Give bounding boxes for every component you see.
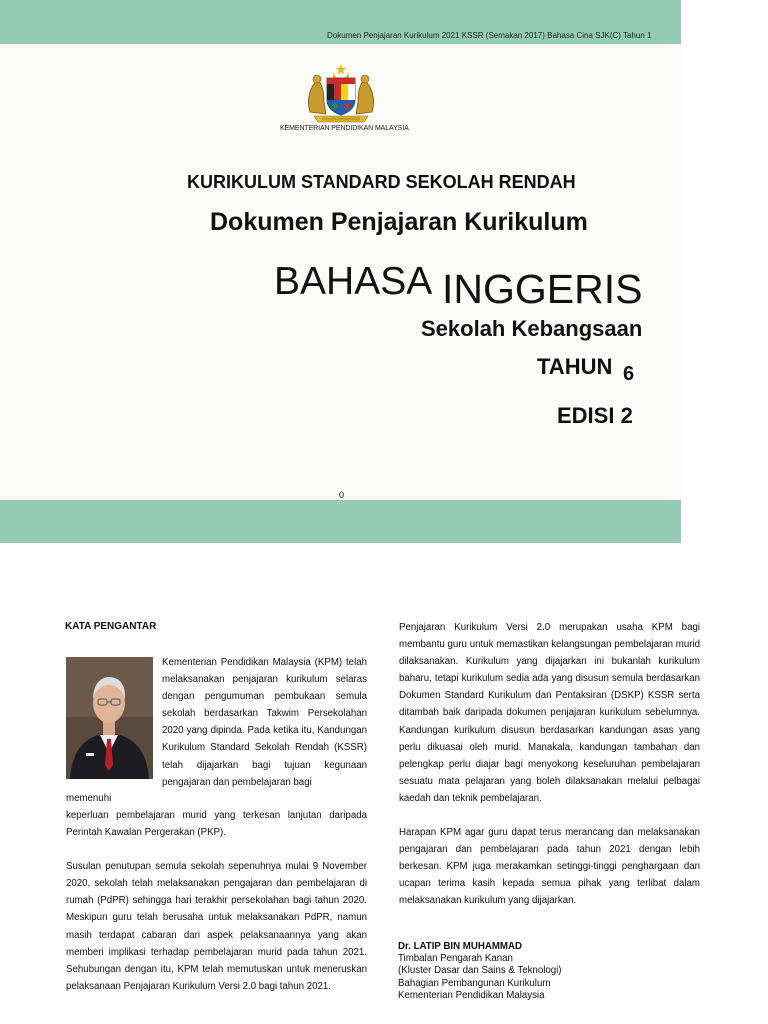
official-portrait xyxy=(66,657,153,779)
year-number: 6 xyxy=(623,363,635,385)
signatory-cluster: (Kluster Dasar dan Sains & Teknologi) xyxy=(398,965,562,977)
signatory-ministry: Kementerian Pendidikan Malaysia xyxy=(398,989,545,1001)
subject-word-1: BAHASA xyxy=(274,260,433,303)
signatory-position: Timbalan Pengarah Kanan xyxy=(398,953,513,965)
foreword-right-para1: Penjajaran Kurikulum Versi 2.0 merupakan usaha KPM bagi membantu guru untuk memastikan kelangsungan pembelajaran murid dilaksanakan. Kurikulum yang dijajarkan ini bukanlah kurikulum baharu, tetapi kurikulum sedia ada yang disusun semula berdasarkan Dokumen Standard Kurikulum dan Pentaksiran (DSKP) KSSR serta ditambah baik daripada dokumen penjajaran kurikulum sebelumnya. Kandungan kurikulum disusun berdasarkan kandungan asas yang perlu dikuasai oleh murid. Manakala, kandungan tambahan dan pelengkap perlu diajar bagi menyokong keseluruhan pembelajaran sesuatu mata pelajaran yang boleh dilaksanakan melalui pelbagai kaedah dan teknik pembelajaran. xyxy=(399,622,700,804)
subject-word-2: INGGERIS xyxy=(442,266,643,312)
foreword-right-para2: Harapan KPM agar guru dapat terus merancang dan melaksanakan pengajaran dan pembelajaran pada tahun 2021 dengan lebih berkesan. KPM juga merakamkan setinggi-tinggi penghargaan dan ucapan terima kasih kepada semua pihak yang terlibat dalam melaksanakan kurikulum yang dijajarkan. xyxy=(399,827,700,907)
foreword-left-para2: Susulan penutupan semula sekolah sepenuhnya mulai 9 November 2020, sekolah telah melaksanakan pengajaran dan pembelajaran di rumah (PdPR) sehingga hari terakhir persekolahan bagi tahun 2020. Meskipun guru telah berusaha untuk melaksanakan PdPR, namun masih terdapat cabaran dari aspek pelaksanaannya yang akan memberi implikasi terhadap pembelajaran murid pada tahun 2021. Sehubungan dengan itu, KPM telah memutuskan untuk meneruskan pelaksanaan Penjajaran Kurikulum Versi 2.0 bagi tahun 2021. xyxy=(66,861,367,992)
school-type: Sekolah Kebangsaan xyxy=(421,316,643,341)
bottom-band xyxy=(0,500,681,543)
foreword-left-para1-end: keperluan pembelajaran murid yang terkesan lanjutan daripada Perintah Kawalan Pergerakan (PKP). xyxy=(66,810,367,839)
document-title: Dokumen Penjajaran Kurikulum xyxy=(210,208,588,236)
year-label: TAHUN xyxy=(537,354,613,379)
ministry-label: KEMENTERIAN PENDIDIKAN MALAYSIA xyxy=(280,125,409,132)
page-number: 0 xyxy=(339,490,345,500)
signature-block xyxy=(398,941,562,1002)
cover-page xyxy=(0,0,681,543)
kssr-title: KURIKULUM STANDARD SEKOLAH RENDAH xyxy=(187,172,576,192)
foreword-left-line: memenuhi xyxy=(66,793,112,804)
malaysia-coat-of-arms-icon xyxy=(304,62,378,124)
running-header: Dokumen Penjajaran Kurikulum 2021 KSSR (Semakan 2017) Bahasa Cina SJK(C) Tahun 1 xyxy=(327,31,652,40)
foreword-title: KATA PENGANTAR xyxy=(65,621,157,632)
signatory-division: Bahagian Pembangunan Kurikulum xyxy=(398,977,551,989)
foreword-right-column xyxy=(399,619,700,910)
portrait-image xyxy=(66,657,153,779)
foreword-left-column xyxy=(66,807,367,995)
signatory-name: Dr. LATIP BIN MUHAMMAD xyxy=(398,941,522,952)
edition-label: EDISI 2 xyxy=(557,403,633,428)
foreword-left-wrapped-text: Kementerian Pendidikan Malaysia (KPM) telah melaksanakan penjajaran kurikulum selaras dengan pengumuman pembukaan semula sekolah berdasarkan Takwim Persekolahan 2020 yang dipinda. Pada ketika itu, Kandungan Kurikulum Standard Sekolah Rendah (KSSR) telah dijajarkan bagi tujuan kegunaan pengajaran dan pembelajaran bagi xyxy=(162,657,367,788)
